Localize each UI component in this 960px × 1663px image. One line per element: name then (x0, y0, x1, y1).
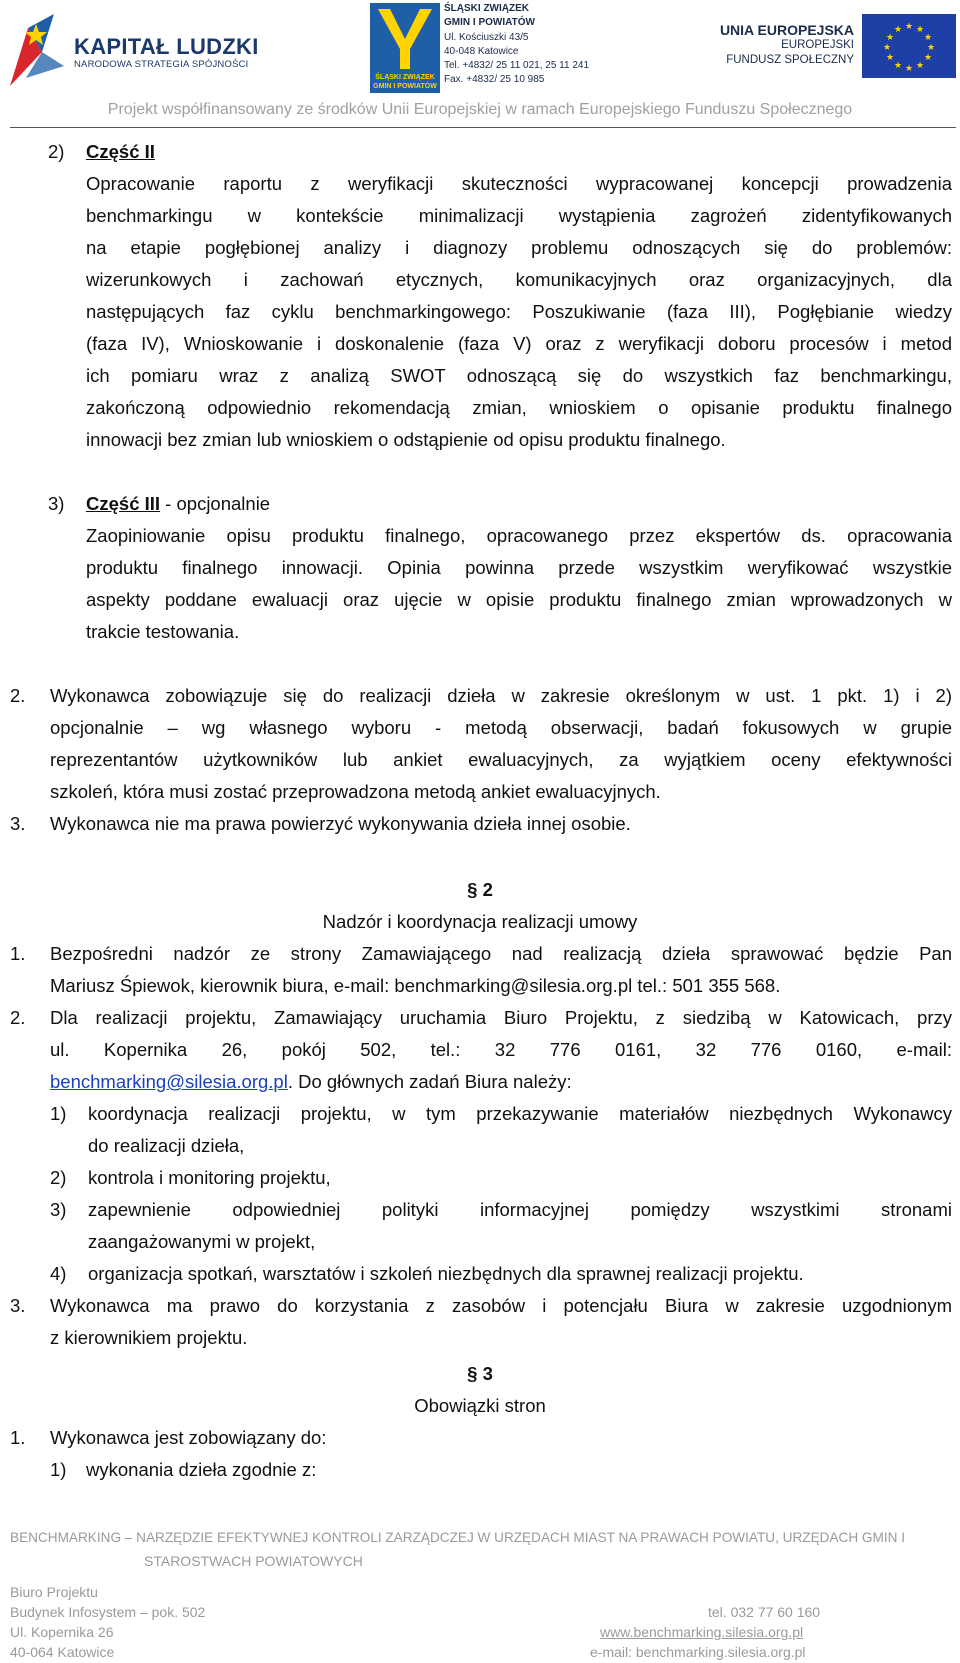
s2-sub3-line: zapewnienie odpowiedniej polityki informacyjnej pomiędzy wszystkimi stronami (88, 1199, 952, 1220)
s3-item1-number: 1. (10, 1427, 26, 1448)
email-link[interactable]: benchmarking@silesia.org.pl (50, 1071, 288, 1092)
s2-sub3-line: zaangażowanymi w projekt, (88, 1231, 316, 1252)
item3-text: Wykonawca nie ma prawa powierzyć wykonywania dzieła innej osobie. (50, 813, 631, 834)
svg-text:★: ★ (926, 43, 936, 53)
svg-text:★: ★ (904, 22, 914, 32)
s2-item3-line: z kierownikiem projektu. (50, 1327, 248, 1348)
s2-item3-number: 3. (10, 1295, 26, 1316)
part3-line: aspekty poddane ewaluacji oraz ujęcie w opisie produktu finalnego zmian wprowadzonych w (86, 589, 952, 610)
s2-sub3-number: 3) (50, 1199, 67, 1220)
eu-flag-icon (862, 14, 956, 78)
s2-item2-line (50, 1066, 572, 1098)
svg-text:★: ★ (882, 43, 892, 53)
part3-heading (86, 488, 270, 520)
kapital-ludzki-subtitle: NARODOWA STRATEGIA SPÓJNOŚCI (74, 59, 249, 70)
s2-sub4-text: organizacja spotkań, warsztatów i szkoleń niezbędnych dla sprawnej realizacji projektu. (88, 1263, 804, 1284)
svg-text:★: ★ (915, 61, 925, 71)
part2-line: benchmarkingu w kontekście minimalizacji wystąpienia zagrożeń zidentyfikowanych (86, 205, 952, 226)
footer-email: e-mail: benchmarking.silesia.org.pl (590, 1644, 806, 1660)
item2-line: opcjonalnie – wg własnego wyboru - metodą obserwacji, badań fokusowych w grupie (50, 717, 952, 738)
s2-sub1-line: koordynacja realizacji projektu, w tym przekazywanie materiałów niezbędnych Wykonawcy (88, 1103, 952, 1124)
project-cofinancing-line: Projekt współfinansowany ze środków Unii Europejskiej w ramach Europejskiego Funduszu Społecznego (107, 101, 853, 118)
item2-line: reprezentantów użytkowników lub ankiet ewaluacyjnych, za wyjątkiem oceny efektywności (50, 749, 952, 770)
s2-sub2-number: 2) (50, 1167, 67, 1188)
section2-mark: § 2 (467, 879, 493, 900)
s2-sub4-number: 4) (50, 1263, 67, 1284)
part2-line: innowacji bez zmian lub wnioskiem o odstąpienie od opisu produktu finalnego. (86, 429, 726, 450)
s2-item2-line: ul. Kopernika 26, pokój 502, tel.: 32 776 0161, 32 776 0160, e-mail: (50, 1039, 952, 1060)
section3-mark: § 3 (467, 1363, 493, 1384)
part3-line: trakcie testowania. (86, 621, 240, 642)
footer-street: Ul. Kopernika 26 (10, 1624, 114, 1640)
s2-item2-number: 2. (10, 1007, 26, 1028)
footer-building: Budynek Infosystem – pok. 502 (10, 1604, 206, 1620)
szgp-tel: Tel. +4832/ 25 11 021, 25 11 241 (444, 60, 590, 72)
part2-line: zakończoną odpowiednio rekomendacją zmian, wnioskiem o opisanie produktu finalnego (86, 397, 952, 418)
s2-item2-line: Dla realizacji projektu, Zamawiający uruchamia Biuro Projektu, z siedzibą w Katowicach, przy (50, 1007, 952, 1028)
section3-title: Obowiązki stron (414, 1395, 546, 1416)
svg-text:★: ★ (915, 25, 925, 35)
header-divider (10, 127, 956, 128)
svg-text:★: ★ (923, 33, 933, 43)
szgp-name-2: GMIN I POWIATÓW (444, 17, 535, 29)
part3-number: 3) (48, 493, 65, 514)
footer-project-title-cont: STAROSTWACH POWIATOWYCH (144, 1553, 363, 1569)
item3-number: 3. (10, 813, 26, 834)
s3-sub1-text: wykonania dzieła zgodnie z: (86, 1459, 317, 1480)
s2-item3-line: Wykonawca ma prawo do korzystania z zasobów i potencjału Biura w zakresie uzgodnionym (50, 1295, 952, 1316)
page-header (0, 0, 960, 128)
part2-line: następujących faz cyklu benchmarkingowego: Poszukiwanie (faza III), Pogłębianie wiedzy (86, 301, 952, 322)
item2-line: szkoleń, która musi zostać przeprowadzona metodą ankiet ewaluacyjnych. (50, 781, 661, 802)
szgp-contact (444, 2, 589, 88)
kapital-ludzki-title: KAPITAŁ LUDZKI (74, 34, 259, 59)
footer-office: Biuro Projektu (10, 1584, 98, 1600)
s2-sub2-text: kontrola i monitoring projektu, (88, 1167, 331, 1188)
s2-sub1-line: do realizacji dzieła, (88, 1135, 245, 1156)
footer-city: 40-064 Katowice (10, 1644, 115, 1660)
footer-project-title: BENCHMARKING – NARZĘDZIE EFEKTYWNEJ KONTROLI ZARZĄDCZEJ W URZĘDACH MIAST NA PRAWACH POWIATU, URZĘDACH GMIN I (10, 1530, 905, 1545)
szgp-name-1: ŚLĄSKI ZWIĄZEK (444, 3, 529, 14)
szgp-emblem-icon (370, 3, 440, 75)
part2-line: ich pomiaru wraz z analizą SWOT odnoszącą się do wszystkich faz benchmarkingu, (86, 365, 952, 386)
svg-text:★: ★ (885, 33, 895, 43)
szgp-city: 40-048 Katowice (444, 45, 519, 57)
szgp-street: Ul. Kościuszki 43/5 (444, 31, 529, 43)
svg-text:★: ★ (904, 64, 914, 74)
ue-sub-1: EUROPEJSKI (781, 39, 854, 51)
ue-title: UNIA EUROPEJSKA (719, 22, 854, 38)
part2-line: Opracowanie raportu z weryfikacji skuteczności wypracowanej koncepcji prowadzenia (86, 173, 952, 194)
s3-sub1-number: 1) (50, 1459, 67, 1480)
footer-www-link[interactable]: www.benchmarking.silesia.org.pl (600, 1624, 804, 1640)
part2-line: na etapie pogłębionej analizy i diagnozy problemu odnoszących się do problemów: (86, 237, 952, 258)
szgp-logo (370, 3, 440, 93)
part2-line: wizerunkowych i zachowań etycznych, komunikacyjnych oraz organizacyjnych, dla (86, 269, 952, 290)
svg-text:★: ★ (893, 61, 903, 71)
kapital-ludzki-logo (6, 8, 68, 88)
part3-line: Zaopiniowanie opisu produktu finalnego, opracowanego przez ekspertów ds. opracowania (86, 525, 952, 546)
part3-line: produktu finalnego innowacji. Opinia powinna przede wszystkim weryfikować wszystkie (86, 557, 952, 578)
s2-sub1-number: 1) (50, 1103, 67, 1124)
svg-text:★: ★ (893, 25, 903, 35)
section2-title: Nadzór i koordynacja realizacji umowy (322, 911, 638, 932)
part3-suffix: - opcjonalnie (160, 493, 271, 514)
part2-line: (faza IV), Wnioskowanie i doskonalenie (faza V) oraz z weryfikacji doboru procesów i metod (86, 333, 952, 354)
part2-number: 2) (48, 141, 65, 162)
item2-line: Wykonawca zobowiązuje się do realizacji dzieła w zakresie określonym w ust. 1 pkt. 1) i 2) (50, 685, 952, 706)
part2-title: Część II (86, 141, 155, 162)
szgp-logo-caption-1: ŚLĄSKI ZWIĄZEK (375, 74, 435, 81)
part3-title: Część III (86, 493, 161, 514)
item2-number: 2. (10, 685, 26, 706)
ue-sub-2: FUNDUSZ SPOŁECZNY (726, 54, 854, 66)
szgp-logo-caption-2: GMIN I POWIATÓW (373, 83, 437, 90)
svg-text:★: ★ (885, 53, 895, 63)
s2-item1-number: 1. (10, 943, 26, 964)
svg-text:★: ★ (923, 53, 933, 63)
footer-tel: tel. 032 77 60 160 (708, 1604, 821, 1620)
s3-item1-text: Wykonawca jest zobowiązany do: (50, 1427, 327, 1448)
s2-item2-line-rest: . Do głównych zadań Biura należy: (287, 1071, 572, 1092)
szgp-fax: Fax. +4832/ 25 10 985 (444, 74, 545, 86)
s2-item1-line: Mariusz Śpiewok, kierownik biura, e-mail: benchmarking@silesia.org.pl tel.: 501 355 568. (50, 975, 781, 996)
s2-item1-line: Bezpośredni nadzór ze strony Zamawiającego nad realizacją dzieła sprawować będzie Pan (50, 943, 952, 964)
ue-label (714, 22, 854, 68)
